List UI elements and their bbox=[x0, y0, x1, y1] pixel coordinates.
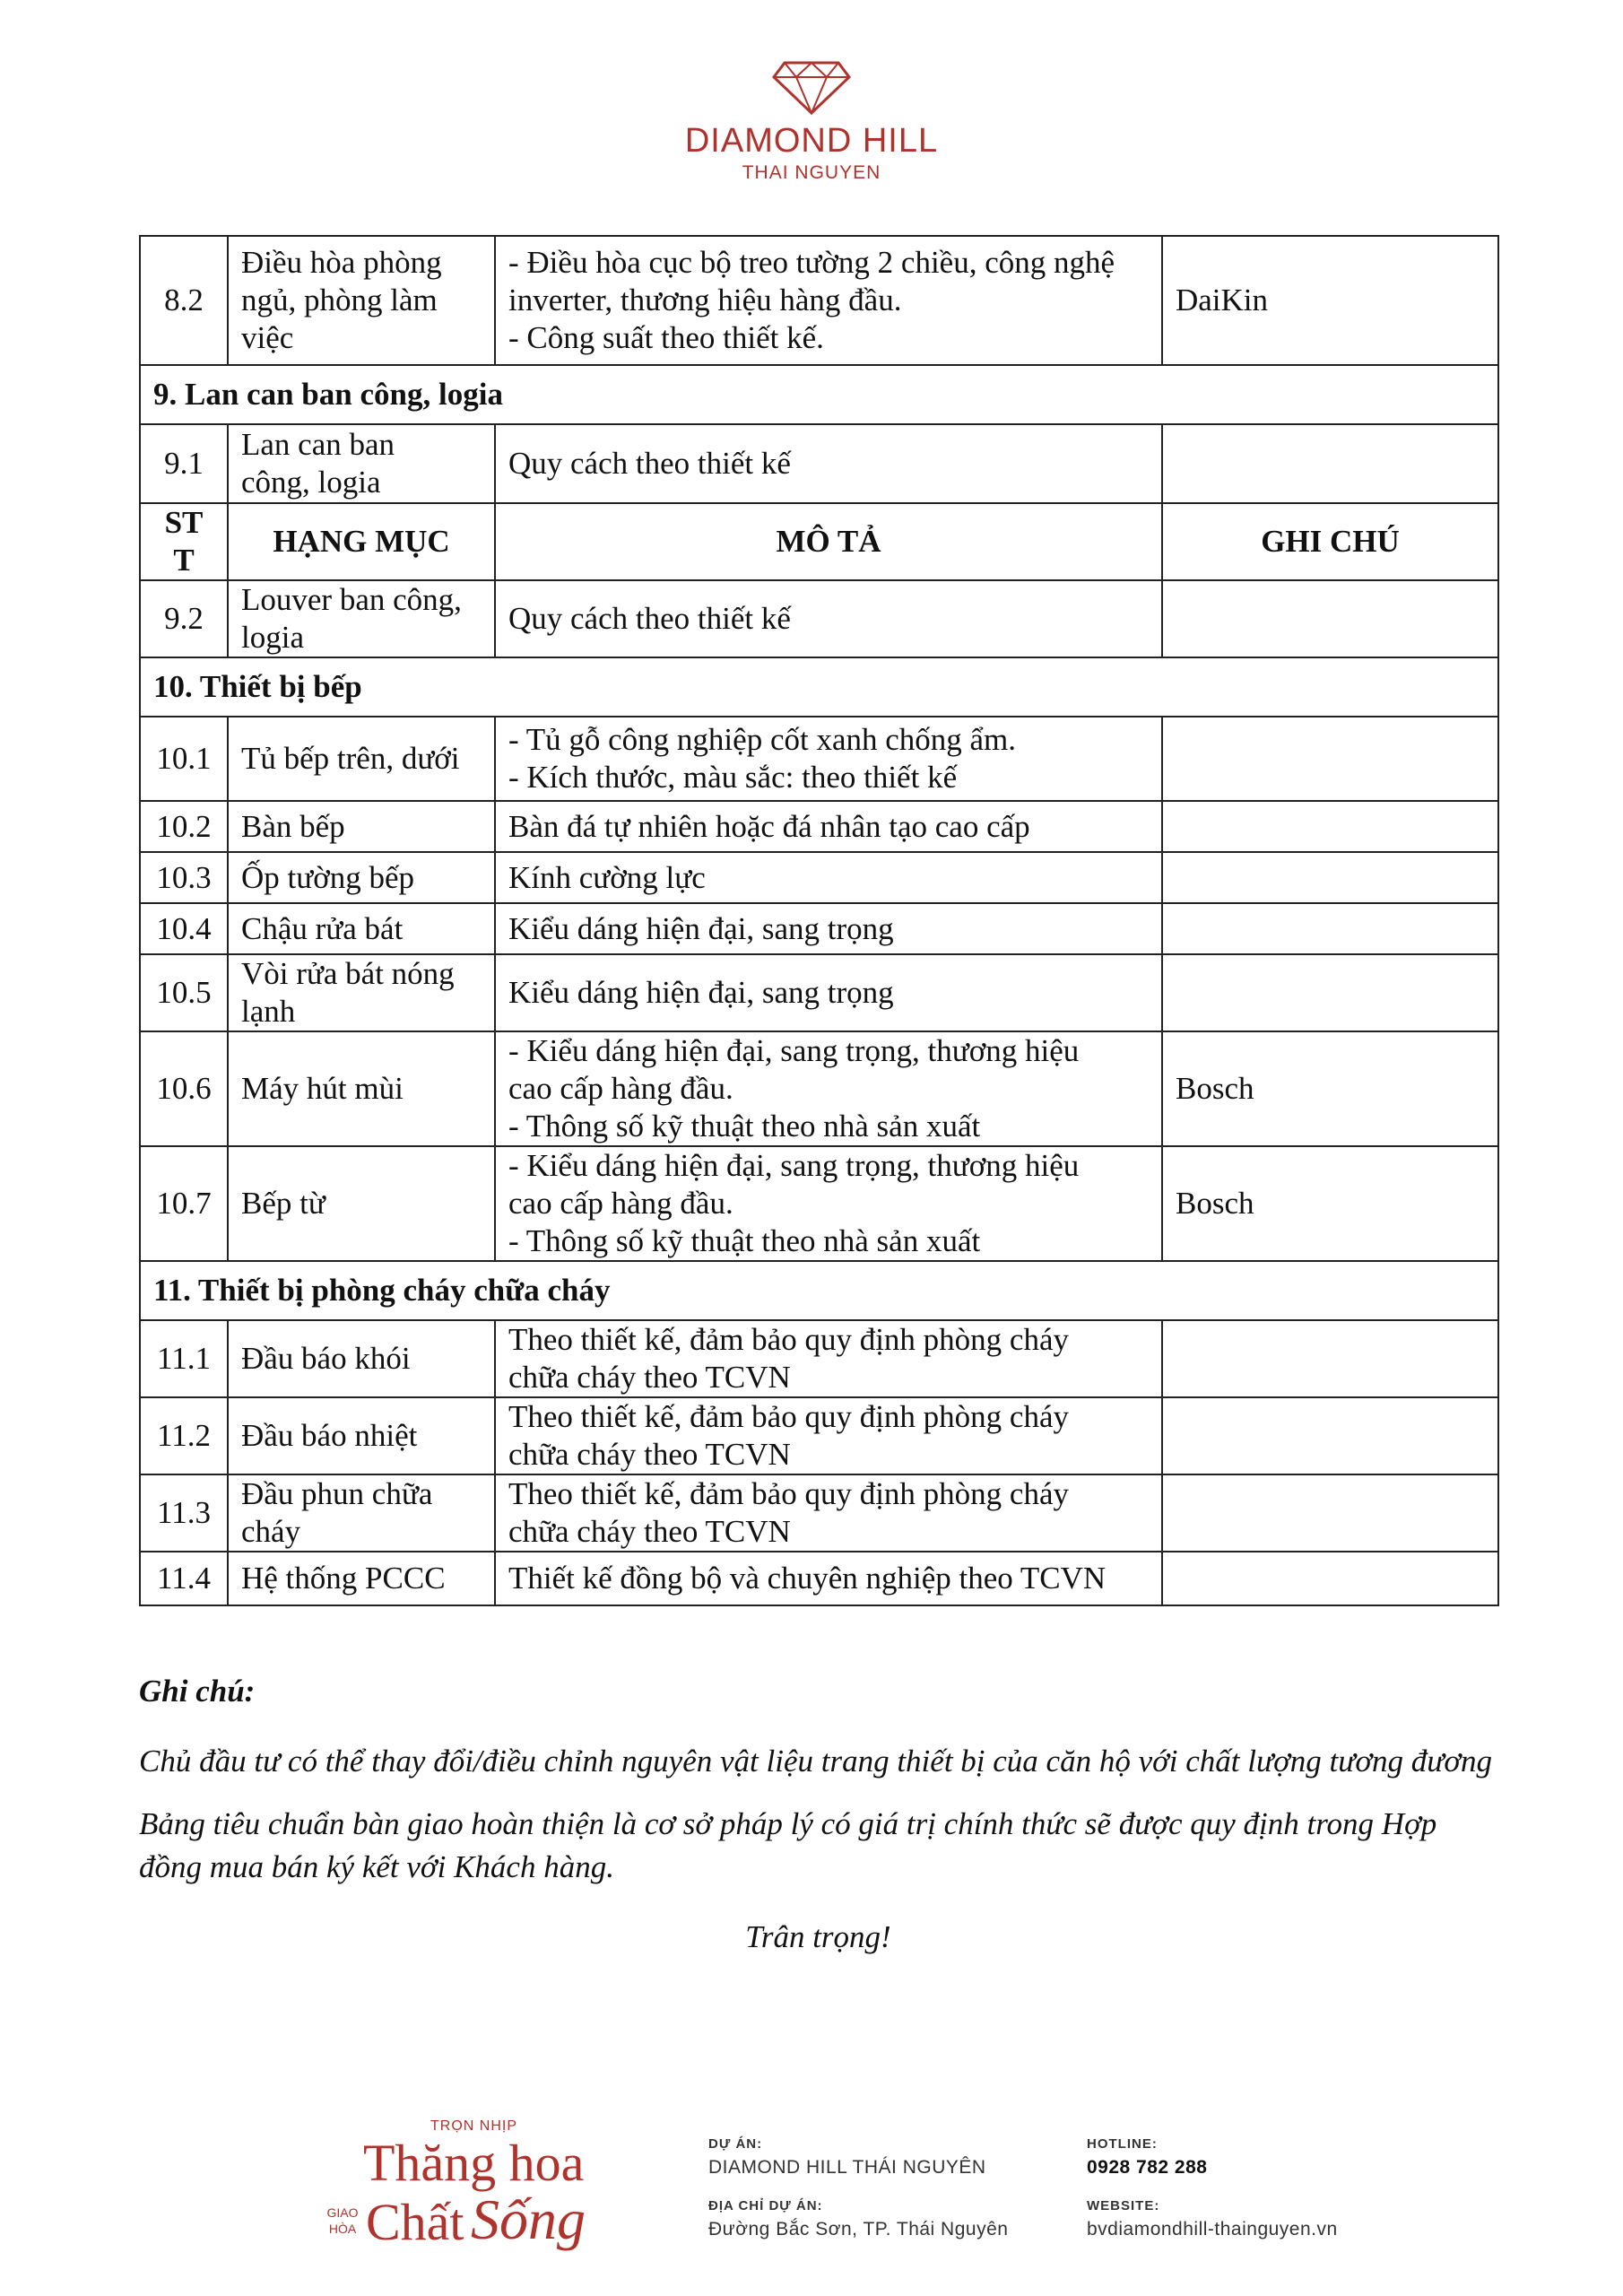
diamond-logo-icon bbox=[771, 54, 852, 117]
spec-table bbox=[139, 235, 1499, 1606]
item-line: ngủ, phòng làm bbox=[241, 283, 438, 317]
desc-line: Theo thiết kế, đảm bảo quy định phòng cháy bbox=[508, 1399, 1069, 1434]
notes-paragraph: Bảng tiêu chuẩn bàn giao hoàn thiện là cơ sở pháp lý có giá trị chính thức sẽ được quy định trong Hợp đồng mua bán ký kết với Khách hàng. bbox=[139, 1806, 1437, 1884]
item-line: Điều hòa phòng bbox=[241, 245, 442, 280]
stt-cell: 11.2 bbox=[140, 1397, 228, 1474]
item-cell: Bếp từ bbox=[228, 1146, 495, 1261]
desc-cell: Kiểu dáng hiện đại, sang trọng bbox=[495, 954, 1162, 1031]
slogan-script: Sống bbox=[471, 2187, 586, 2251]
brand-name: DIAMOND HILL bbox=[684, 122, 939, 160]
note-cell bbox=[1162, 954, 1498, 1031]
desc-line: - Thông số kỹ thuật theo nhà sản xuất bbox=[508, 1223, 981, 1258]
footer bbox=[0, 2108, 1623, 2269]
desc-cell bbox=[495, 1031, 1162, 1146]
item-cell: Bàn bếp bbox=[228, 801, 495, 852]
item-cell: Ốp tường bếp bbox=[228, 852, 495, 903]
item-line: công, logia bbox=[241, 465, 381, 500]
desc-cell bbox=[495, 236, 1162, 365]
desc-line: cao cấp hàng đầu. bbox=[508, 1071, 733, 1106]
table-row bbox=[140, 801, 1498, 852]
item-line: việc bbox=[241, 320, 294, 355]
table-row bbox=[140, 1397, 1498, 1474]
project-label: DỰ ÁN: bbox=[708, 2136, 763, 2152]
desc-cell: Kính cường lực bbox=[495, 852, 1162, 903]
desc-line: cao cấp hàng đầu. bbox=[508, 1186, 733, 1221]
table-row bbox=[140, 1474, 1498, 1552]
desc-line: - Thông số kỹ thuật theo nhà sản xuất bbox=[508, 1109, 981, 1144]
desc-line: - Công suất theo thiết kế. bbox=[508, 320, 824, 355]
address-label: ĐỊA CHỈ DỰ ÁN: bbox=[708, 2198, 823, 2213]
stt-cell: 11.4 bbox=[140, 1552, 228, 1605]
desc-cell: Quy cách theo thiết kế bbox=[495, 424, 1162, 503]
desc-cell bbox=[495, 1397, 1162, 1474]
stt-cell: 11.3 bbox=[140, 1474, 228, 1552]
item-header: HẠNG MỤC bbox=[228, 503, 495, 580]
stt-cell: 10.2 bbox=[140, 801, 228, 852]
table-row bbox=[140, 954, 1498, 1031]
item-line: logia bbox=[241, 620, 304, 655]
item-cell: Đầu báo nhiệt bbox=[228, 1397, 495, 1474]
item-line: Lan can ban bbox=[241, 427, 395, 462]
website-label: WEBSITE: bbox=[1087, 2198, 1160, 2213]
note-cell bbox=[1162, 424, 1498, 503]
header bbox=[0, 54, 1623, 184]
desc-cell bbox=[495, 717, 1162, 801]
table-row bbox=[140, 717, 1498, 801]
item-cell bbox=[228, 954, 495, 1031]
desc-cell bbox=[495, 1146, 1162, 1261]
brand-subtitle: THAI NGUYEN bbox=[742, 162, 881, 183]
stt-cell: 9.1 bbox=[140, 424, 228, 503]
item-cell: Đầu báo khói bbox=[228, 1320, 495, 1397]
footer-project-info bbox=[708, 2136, 1008, 2260]
note-cell bbox=[1162, 717, 1498, 801]
slogan-logo bbox=[323, 2108, 646, 2260]
notes-paragraph: Chủ đầu tư có thể thay đổi/điều chỉnh nguyên vật liệu trang thiết bị của căn hộ với chất lượng tương đương bbox=[139, 1744, 1493, 1779]
stt-cell: 10.3 bbox=[140, 852, 228, 903]
item-line: cháy bbox=[241, 1514, 301, 1549]
slogan-small: GIAO HÒA bbox=[326, 2205, 359, 2236]
slogan-line: TRỌN NHỊP bbox=[430, 2118, 517, 2134]
section-row bbox=[140, 657, 1498, 717]
section-row bbox=[140, 1261, 1498, 1320]
note-cell bbox=[1162, 801, 1498, 852]
address-value: Đường Bắc Sơn, TP. Thái Nguyên bbox=[708, 2219, 1009, 2239]
desc-cell bbox=[495, 1320, 1162, 1397]
notes-section bbox=[139, 1670, 1497, 1959]
table-row bbox=[140, 424, 1498, 503]
section-heading: 11. Thiết bị phòng cháy chữa cháy bbox=[140, 1261, 1498, 1320]
desc-line: - Điều hòa cục bộ treo tường 2 chiều, công nghệ bbox=[508, 245, 1115, 280]
desc-line: - Kích thước, màu sắc: theo thiết kế bbox=[508, 760, 958, 795]
item-line: Louver ban công, bbox=[241, 582, 462, 617]
table-row bbox=[140, 1552, 1498, 1605]
stt-cell: 8.2 bbox=[140, 236, 228, 365]
note-cell: DaiKin bbox=[1162, 236, 1498, 365]
slogan-line: Thăng hoa bbox=[363, 2134, 585, 2192]
desc-cell bbox=[495, 1474, 1162, 1552]
desc-line: chữa cháy theo TCVN bbox=[508, 1514, 791, 1549]
notes-title: Ghi chú: bbox=[139, 1674, 256, 1709]
table-row bbox=[140, 1031, 1498, 1146]
item-cell bbox=[228, 580, 495, 657]
note-cell bbox=[1162, 1320, 1498, 1397]
table-row bbox=[140, 236, 1498, 365]
item-line: Đầu phun chữa bbox=[241, 1476, 433, 1511]
desc-line: chữa cháy theo TCVN bbox=[508, 1437, 791, 1472]
stt-cell: 11.1 bbox=[140, 1320, 228, 1397]
stt-cell: 10.1 bbox=[140, 717, 228, 801]
item-cell bbox=[228, 424, 495, 503]
slogan-line: Chất bbox=[366, 2193, 464, 2251]
table-row bbox=[140, 903, 1498, 954]
hotline-value[interactable]: 0928 782 288 bbox=[1087, 2157, 1208, 2178]
item-cell bbox=[228, 1474, 495, 1552]
item-line: Vòi rửa bát nóng bbox=[241, 956, 455, 991]
table-header-row bbox=[140, 503, 1498, 580]
stt-header bbox=[140, 503, 228, 580]
item-cell: Chậu rửa bát bbox=[228, 903, 495, 954]
note-cell bbox=[1162, 1397, 1498, 1474]
item-line: lạnh bbox=[241, 994, 296, 1029]
table-row bbox=[140, 580, 1498, 657]
note-header: GHI CHÚ bbox=[1162, 503, 1498, 580]
closing-regards: Trân trọng! bbox=[745, 1919, 891, 1954]
stt-cell: 10.7 bbox=[140, 1146, 228, 1261]
hotline-label: HOTLINE: bbox=[1087, 2136, 1158, 2152]
desc-cell: Thiết kế đồng bộ và chuyên nghiệp theo TCVN bbox=[495, 1552, 1162, 1605]
desc-cell: Bàn đá tự nhiên hoặc đá nhân tạo cao cấp bbox=[495, 801, 1162, 852]
section-heading: 10. Thiết bị bếp bbox=[140, 657, 1498, 717]
note-cell bbox=[1162, 1474, 1498, 1552]
desc-line: - Kiểu dáng hiện đại, sang trọng, thương hiệu bbox=[508, 1033, 1080, 1068]
desc-line: inverter, thương hiệu hàng đầu. bbox=[508, 283, 902, 317]
stt-cell: 10.5 bbox=[140, 954, 228, 1031]
table-row bbox=[140, 1146, 1498, 1261]
stt-header-line: ST bbox=[164, 505, 204, 540]
note-cell bbox=[1162, 1552, 1498, 1605]
note-cell bbox=[1162, 852, 1498, 903]
stt-cell: 10.6 bbox=[140, 1031, 228, 1146]
stt-cell: 10.4 bbox=[140, 903, 228, 954]
note-cell bbox=[1162, 580, 1498, 657]
stt-header-line: T bbox=[173, 543, 195, 578]
desc-cell: Kiểu dáng hiện đại, sang trọng bbox=[495, 903, 1162, 954]
section-heading: 9. Lan can ban công, logia bbox=[140, 365, 1498, 424]
item-cell: Tủ bếp trên, dưới bbox=[228, 717, 495, 801]
desc-line: Theo thiết kế, đảm bảo quy định phòng cháy bbox=[508, 1476, 1069, 1511]
item-cell: Máy hút mùi bbox=[228, 1031, 495, 1146]
note-cell: Bosch bbox=[1162, 1146, 1498, 1261]
item-cell bbox=[228, 236, 495, 365]
project-value: DIAMOND HILL THÁI NGUYÊN bbox=[708, 2157, 986, 2178]
desc-line: - Kiểu dáng hiện đại, sang trọng, thương hiệu bbox=[508, 1148, 1080, 1183]
desc-line: Theo thiết kế, đảm bảo quy định phòng cháy bbox=[508, 1322, 1069, 1357]
website-link[interactable]: bvdiamondhill-thainguyen.vn bbox=[1087, 2219, 1338, 2239]
note-cell bbox=[1162, 903, 1498, 954]
note-cell: Bosch bbox=[1162, 1031, 1498, 1146]
desc-line: chữa cháy theo TCVN bbox=[508, 1360, 791, 1395]
stt-cell: 9.2 bbox=[140, 580, 228, 657]
section-row bbox=[140, 365, 1498, 424]
desc-line: - Tủ gỗ công nghiệp cốt xanh chống ẩm. bbox=[508, 722, 1017, 757]
item-cell: Hệ thống PCCC bbox=[228, 1552, 495, 1605]
footer-contact-info bbox=[1087, 2136, 1338, 2260]
desc-cell: Quy cách theo thiết kế bbox=[495, 580, 1162, 657]
desc-header: MÔ TẢ bbox=[495, 503, 1162, 580]
table-row bbox=[140, 1320, 1498, 1397]
table-row bbox=[140, 852, 1498, 903]
